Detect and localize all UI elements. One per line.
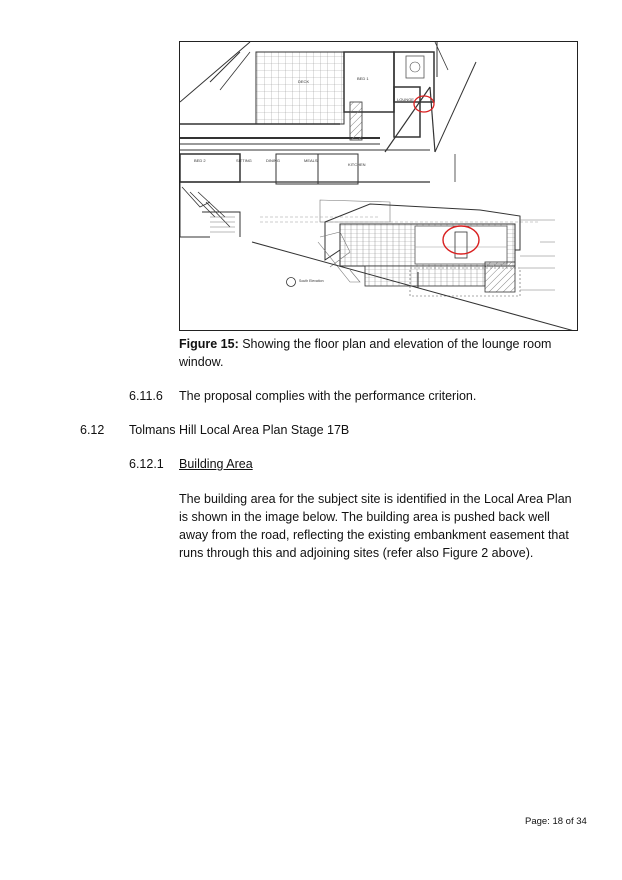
elevation-view-label: South Elevation (299, 279, 324, 283)
plan-room-label: SITTING (236, 158, 252, 163)
plan-room-label: BED 1 (357, 76, 369, 81)
floor-plan-elevation-figure (179, 41, 578, 331)
figure-caption-text: Showing the floor plan and elevation of the lounge room window. (179, 337, 552, 369)
section-6-12-number: 6.12 (80, 423, 105, 437)
plan-room-label: MEALS (304, 158, 318, 163)
figure-caption-label: Figure 15: (179, 337, 239, 351)
section-6-12-1-body: The building area for the subject site is identified in the Local Area Plan is shown in the image below. The building area is pushed back well away from the road, reflecting the existing embankment easement that runs through this and adjoining sites (refer also Figure 2 above). (179, 492, 572, 560)
plan-room-label: LOUNGE (397, 97, 414, 102)
section-6-12-1-number: 6.12.1 (129, 457, 164, 471)
plan-room-label: KITCHEN (348, 162, 366, 167)
section-6-12-title: Tolmans Hill Local Area Plan Stage 17B (129, 423, 350, 437)
page-number: Page: 18 of 34 (525, 816, 587, 827)
plan-room-label: DECK (298, 79, 310, 84)
plan-room-label: DINING (266, 158, 280, 163)
architectural-drawing (180, 42, 577, 330)
section-6-11-6-number: 6.11.6 (129, 389, 163, 403)
section-6-11-6-text: The proposal complies with the performance criterion. (179, 389, 477, 403)
south-elevation (252, 200, 577, 330)
floor-plan (180, 42, 476, 184)
section-6-12-1-heading: Building Area (179, 457, 253, 471)
stair-detail (180, 182, 240, 237)
plan-room-label: BED 2 (194, 158, 206, 163)
figure-caption (179, 335, 559, 371)
view-marker-icon (287, 278, 296, 287)
